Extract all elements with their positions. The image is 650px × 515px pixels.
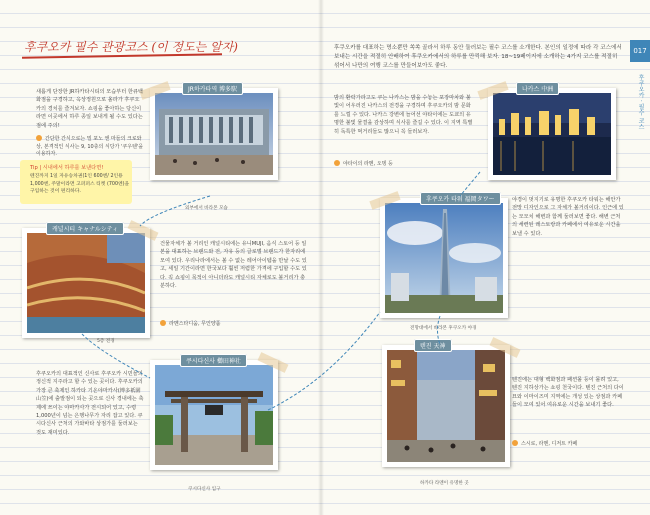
text-tenjin: 텐진에는 대형 백화점과 패션몰 등이 몰려 있고, 텐진 지하상가는 쇼핑 천국이다. 텐진 근처의 다이묘와 이마이즈미 지역에는 개성 있는 상점과 카페들이 모여 있어 여유로운 시간을 보내기 좋다. (512, 377, 624, 409)
text-fukuoka-tower: 야경이 멋지기로 유명한 후쿠오카 타워는 해안가 전망 디자인으로 그 자체가 볼거리이다. 인근에 있는 모모치 해변과 함께 둘러보면 좋다. 해변 근처의 세련된 레스토랑과 카페에서 여유로운 시간을 보낼 수 있다. (512, 197, 624, 237)
label-canal-city: 캐널시티 キャナルシティ (46, 222, 124, 235)
caption-tenjin: 하카타 라멘이 유명한 곳 (420, 481, 469, 486)
route-arrow (140, 196, 210, 226)
route-arrow (82, 334, 150, 378)
caption-fukuoka-tower: 전망대에서 바라본 후쿠오카 야경 (410, 326, 477, 331)
page-number: 017 (630, 40, 650, 62)
caption-kushida: 쿠시다신사 입구 (188, 487, 221, 492)
text-canal-city: 건물자체가 볼 거리인 캐널시티에는 유니MUJI, 음식 스토어 등 일본을 대표하는 브랜드와 전, 자유 등의 글로벌 브랜드가 한자리에 모여 있다. 우리나라에서는 볼 수 없는 레어아이템을 만날 수도 있고, 세일 기간이라면 한국보다 훨씬 저렴한 가격에 구입할 수도 있다. 꼭 쇼핑이 목적이 아니더라도 캐널시티 자체로도 볼거리가 충분하다. (160, 241, 307, 290)
tip-text: 텐진까지 1일 자유승차권(1인 600엔/ 2인용 1,000엔, 주말이라면 고퍼퍼스 티켓 (700엔)을 구입하는 것이 편리하다. (30, 174, 130, 195)
label-tenjin: 텐진 天神 (414, 339, 452, 352)
bullet-hakata-text: 간단한 간식으로는 밀 포노 앤 마들의 크로와상, 본격적인 식사는 9, 10층의 식당가 '쿠우텐'을 이용하자. (36, 136, 144, 157)
text-nakasu: 밤의 환락가라고도 쿠는 나카스는 밤을 수놓는 포장마차와 불빛이 어우러진 나카스의 전경을 구경하며 후쿠오카의 밤 문화를 느낄 수 있다. 나카스 강변에 늘어선 야타이에는 도쿄의 유명한 불빛 물결을 감상하며 식사를 즐길 수 있다. 이 지역 특별히 독특한 먹거리들도 많으니 꼭 들러보자. (334, 95, 473, 135)
bullet-nakasu-text: 야타이의 라멘, 오뎅 등 (343, 161, 393, 167)
page-title-text: 후쿠오카 필수 관광코스 (이 정도는 알자) (24, 40, 238, 54)
label-fukuoka-tower: 후쿠오카 타워 福岡タワー (420, 192, 501, 205)
bullet-tenjin-text: 스시로, 라멘, 디저트 카페 (521, 441, 578, 447)
text-kushida: 후쿠오카의 대표적인 신사로 후쿠오카 시민들의 정신적 지주라고 할 수 있는 곳이다. 후쿠오카의 가장 큰 축제인 하카타 기온야마카사(博多祇園山笠)에 출발점이 되는 곳으로 신사 경내에는 축제에 쓰이는 야마카사가 전시되어 있고, 수령 1,000년이 넘는 은행나무가 자리 잡고 있다. 쿠시다신사 근처의 가와바타 상점가를 둘러보는 것도 재미있다. (36, 371, 144, 436)
label-hakata: JR하카타역 博多駅 (182, 82, 243, 95)
bullet-canal-city-text: 라멘스타디움, 무인양품 (169, 321, 221, 327)
intro-text: 후쿠오카를 대표하는 명소뿐만 쏙쏙 골라서 하루 동안 둘러보는 필수 코스를 소개한다. 본인의 일정에 따라 각 코스에서 보내는 시간을 적절히 안배하여 후쿠오카에서의 하루를 만끽해 보자. 18~19페이지에 소개하는 4가지 코스를 적절히 섞어서 나만의 여행 코스를 만들어보아도 좋다. (334, 45, 622, 69)
label-kushida: 쿠시다신사 櫛田神社 (180, 354, 247, 367)
text-hakata: 새롭게 단장한 JR하카타시티의 모습부터 한큐백화점을 구경하고, 옥상정원으로 올라가 후쿠오카의 경치를 즐겨보자. 쇼핑을 좋아하는 당신이라면 이곳에서 하루 종일 보내게 될 수도 있다는 점에 주의! (36, 89, 143, 129)
label-nakasu: 나카스 中洲 (516, 82, 559, 95)
route-arrow (268, 312, 380, 410)
tip-title: Tip | 시내에서 하루를 보낸다면! (30, 165, 104, 171)
caption-hakata: 외부에서 바라본 모습 (185, 206, 228, 211)
section-label: 후쿠오카 · 필수 코스 (637, 74, 644, 130)
route-arrow (460, 172, 480, 196)
route-arrow (438, 316, 441, 345)
caption-canal-city: 5층 전경 (97, 339, 115, 344)
